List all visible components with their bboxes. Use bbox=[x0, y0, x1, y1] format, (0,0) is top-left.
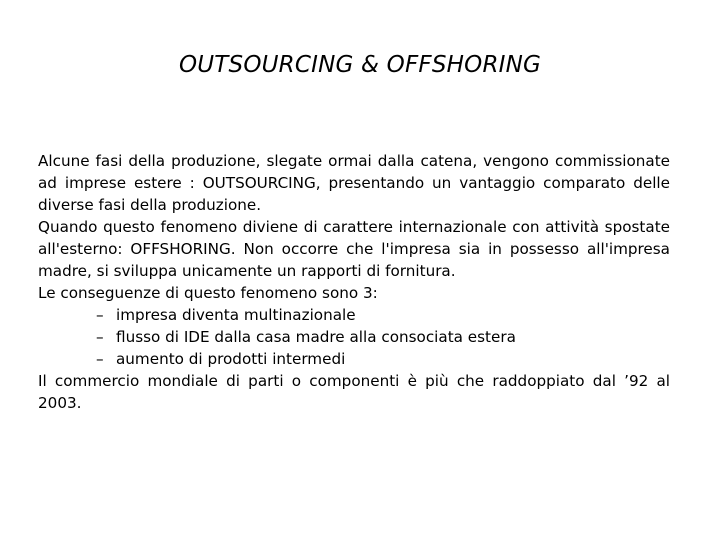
list-item-text: flusso di IDE dalla casa madre alla consociata estera bbox=[116, 328, 516, 346]
list-item-text: aumento di prodotti intermedi bbox=[116, 350, 346, 368]
bullet-dash: – bbox=[96, 306, 104, 324]
slide-body bbox=[38, 150, 670, 414]
consequences-list bbox=[38, 304, 670, 370]
paragraph-outsourcing: Alcune fasi della produzione, slegate ormai dalla catena, vengono commissionate ad imprese estere : OUTSOURCING, presentando un vantaggio comparato delle diverse fasi della produzione. bbox=[38, 152, 670, 214]
bullet-dash: – bbox=[96, 350, 104, 368]
bullet-dash: – bbox=[96, 328, 104, 346]
list-item-text: impresa diventa multinazionale bbox=[116, 306, 356, 324]
paragraph-closing: Il commercio mondiale di parti o componenti è più che raddoppiato dal ’92 al 2003. bbox=[38, 372, 670, 412]
paragraph-offshoring: Quando questo fenomeno diviene di carattere internazionale con attività spostate all'esterno: OFFSHORING. Non occorre che l'impresa sia in possesso all'impresa madre, si sviluppa unicamente un rapporti di fornitura. bbox=[38, 218, 670, 280]
list-item bbox=[96, 348, 670, 370]
paragraph-consequences-intro: Le conseguenze di questo fenomeno sono 3: bbox=[38, 284, 378, 302]
list-item bbox=[96, 304, 670, 326]
list-item bbox=[96, 326, 670, 348]
slide-title: OUTSOURCING & OFFSHORING bbox=[178, 52, 542, 78]
